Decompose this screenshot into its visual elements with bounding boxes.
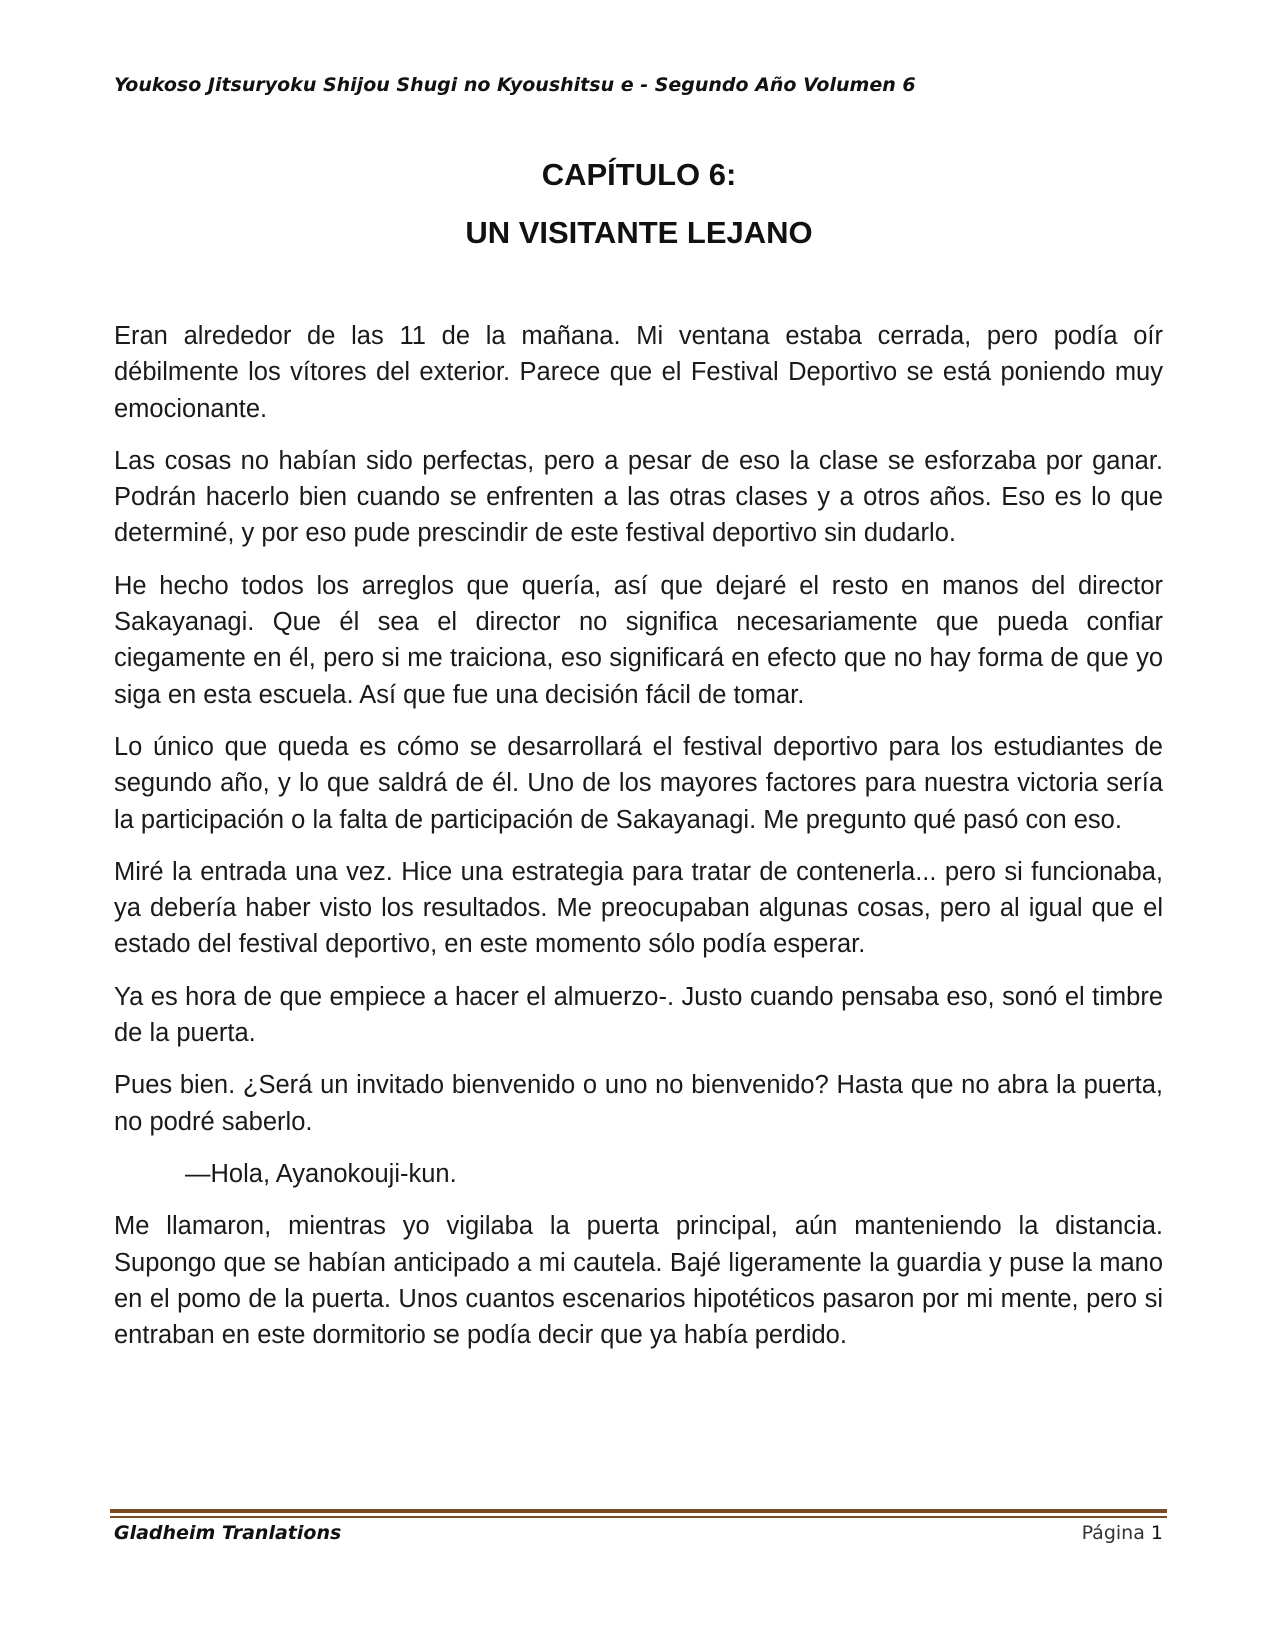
- paragraph: Miré la entrada una vez. Hice una estrategia para tratar de contenerla... pero si funcionaba, ya debería haber visto los resultados. Me preocupaban algunas cosas, pero al igual que el estado del festival deportivo, en este momento sólo podía esperar.: [114, 857, 1163, 959]
- paragraph: Ya es hora de que empiece a hacer el almuerzo-. Justo cuando pensaba eso, sonó el timbre de la puerta.: [114, 982, 1163, 1048]
- footer-rule-thick: [110, 1509, 1167, 1513]
- footer-translator: Gladheim Tranlations: [114, 1522, 342, 1544]
- paragraph: Eran alrededor de las 11 de la mañana. Mi ventana estaba cerrada, pero podía oír débilmente los vítores del exterior. Parece que el Festival Deportivo se está poniendo muy emocionante.: [114, 322, 1163, 423]
- page-number: 1: [1150, 1522, 1163, 1544]
- running-header: Youkoso Jitsuryoku Shijou Shugi no Kyoushitsu e - Segundo Año Volumen 6: [114, 74, 916, 96]
- paragraph: Lo único que queda es cómo se desarrollará el festival deportivo para los estudiantes de segundo año, y lo que saldrá de él. Uno de los mayores factores para nuestra victoria sería la participación o la falta de participación de Sakayanagi. Me pregunto qué pasó con eso.: [114, 732, 1163, 834]
- body-text: [114, 318, 1163, 1369]
- paragraph: He hecho todos los arreglos que quería, así que dejaré el resto en manos del director Sakayanagi. Que él sea el director no significa necesariamente que pueda confiar ciegamente en él, pero si me traiciona, eso significará en efecto que no hay forma de que yo siga en esta escuela. Así que fue una decisión fácil de tomar.: [114, 571, 1163, 709]
- paragraph: Me llamaron, mientras yo vigilaba la puerta principal, aún manteniendo la distancia. Supongo que se habían anticipado a mi cautela. Bajé ligeramente la guardia y puse la mano en el pomo de la puerta. Unos cuantos escenarios hipotéticos pasaron por mi mente, pero si entraban en este dormitorio se podía decir que ya había perdido.: [114, 1212, 1163, 1350]
- chapter-title: UN VISITANTE LEJANO: [465, 215, 813, 250]
- paragraph: Pues bien. ¿Será un invitado bienvenido o uno no bienvenido? Hasta que no abra la puerta, no podré saberlo.: [114, 1071, 1163, 1136]
- chapter-number: CAPÍTULO 6:: [541, 157, 737, 192]
- paragraph: Las cosas no habían sido perfectas, pero a pesar de eso la clase se esforzaba por ganar. Podrán hacerlo bien cuando se enfrenten a las otras clases y a otros años. Eso es lo que determiné, y por eso pude prescindir de este festival deportivo sin dudarlo.: [114, 446, 1163, 548]
- chapter-heading: [114, 146, 1164, 262]
- footer-rule-thin: [110, 1516, 1167, 1518]
- page-label: Página: [1081, 1522, 1145, 1544]
- footer-page: [1082, 1522, 1163, 1544]
- dialogue-line: —Hola, Ayanokouji-kun.: [185, 1159, 457, 1188]
